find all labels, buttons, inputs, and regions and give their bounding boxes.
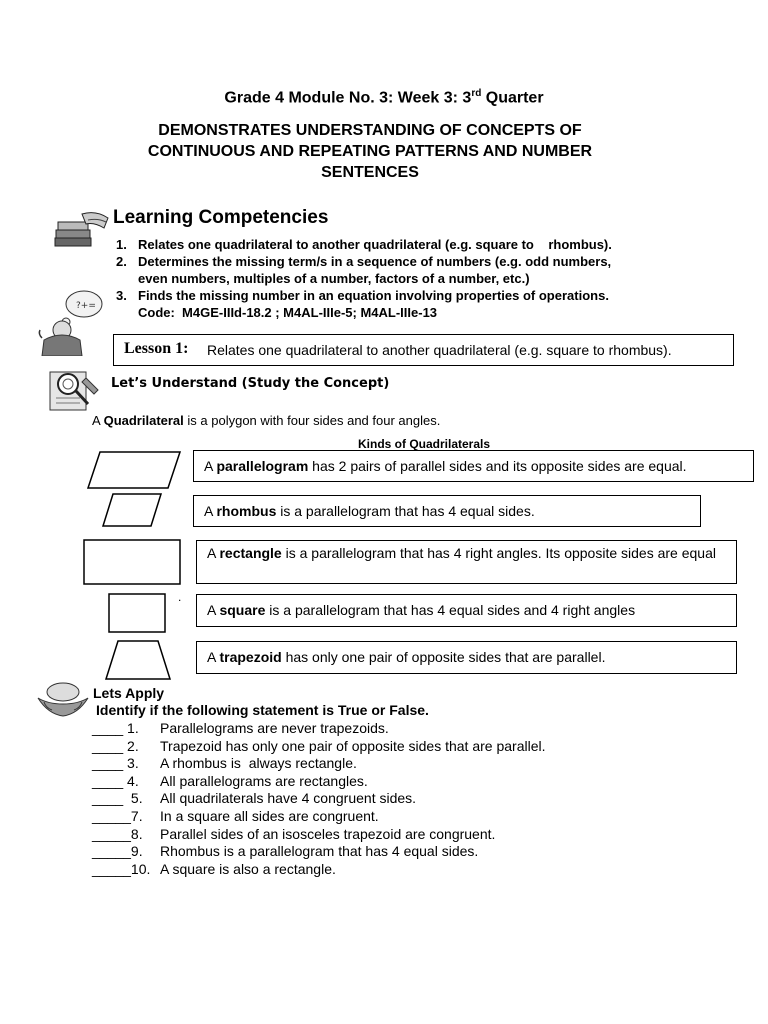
hands-icon [34,678,92,720]
item-blank[interactable]: _____8. [92,825,143,842]
books-icon [52,208,110,248]
competencies-list [116,236,676,321]
magnifier-icon [46,368,104,412]
definition-article: A [204,458,217,474]
competency-text: even numbers, multiples of a number, factors of a number, etc.) [138,271,530,286]
definition-term: rhombus [216,503,277,519]
grade-line-text: Grade 4 Module No. 3: Week 3: 3 [224,89,472,107]
competency-item [116,253,676,287]
main-title [90,120,650,183]
item-statement: All parallelograms are rectangles. [160,772,368,789]
lesson-label: Lesson 1: [124,340,189,357]
thinking-student-icon [36,286,116,356]
item-blank[interactable]: ____ 3. [92,755,139,772]
square-definition-box [196,594,737,627]
definition-text: has 2 pairs of parallel sides and its opposite sides are equal. [308,458,687,474]
list-item [92,826,546,844]
list-item [92,808,546,826]
item-statement: Parallelograms are never trapezoids. [160,720,389,736]
main-title-line-3: SENTENCES [321,164,419,181]
item-statement: A rhombus is always rectangle. [160,755,357,772]
competency-number: 2. [116,254,127,269]
definition-text: is a parallelogram that has 4 equal sides and 4 right angles [265,602,636,618]
list-item [92,790,546,808]
main-title-line-2: CONTINUOUS AND REPEATING PATTERNS AND NUMBER [147,143,593,160]
competency-code: Code: M4GE-IIId-18.2 ; M4AL-IIIe-5; M4AL-IIIe-13 [138,305,438,320]
square-shape [108,593,166,633]
definition-term: rectangle [219,545,282,561]
item-blank[interactable]: _____7. [92,807,143,824]
trapezoid-shape [104,639,172,681]
definition-text: is a polygon with four sides and four angles. [183,413,441,428]
svg-text:?+=: ?+= [76,301,96,311]
lesson-text: Relates one quadrilateral to another quadrilateral (e.g. square to rhombus). [207,342,672,358]
lesson-box [113,334,734,366]
item-blank[interactable]: _____9. [92,843,143,860]
item-blank[interactable]: ____ 1. [92,720,139,736]
rectangle-definition-box [196,540,737,584]
item-statement: In a square all sides are congruent. [160,807,379,824]
item-statement: All quadrilaterals have 4 congruent sides. [160,790,417,807]
item-blank[interactable]: ____ 2. [92,737,139,754]
grade-line [0,88,768,107]
apply-instruction: Identify if the following statement is True or False. [96,702,429,718]
parallelogram-shape [86,450,182,490]
competencies-heading: Learning Competencies [113,207,329,228]
kinds-title: Kinds of Quadrilaterals [358,437,491,451]
stray-dot: . [178,590,182,604]
list-item [92,755,546,773]
definition-term: square [219,602,266,618]
list-item [92,861,546,879]
list-item [92,738,546,756]
grade-line-sup: rd [471,88,482,99]
definition-text: is a parallelogram that has 4 right angles. Its opposite sides are equal [281,545,716,561]
definition-text: has only one pair of opposite sides that are parallel. [281,649,606,665]
definition-article: A [207,602,220,618]
competency-number: 1. [116,237,127,252]
definition-term: Quadrilateral [103,413,184,428]
definition-article: A [207,649,220,665]
list-item [92,843,546,861]
item-statement: Parallel sides of an isosceles trapezoid are congruent. [160,825,496,842]
competency-number: 3. [116,288,127,303]
competency-text: Determines the missing term/s in a sequence of numbers (e.g. odd numbers, [138,254,612,269]
competency-item [116,287,676,304]
item-blank[interactable]: _____10. [92,860,151,877]
item-statement: Trapezoid has only one pair of opposite sides that are parallel. [160,737,546,754]
definition-prefix: A [92,413,104,428]
definition-article: A [207,545,220,561]
definition-term: trapezoid [219,649,282,665]
list-item [92,720,546,738]
grade-line-quarter: Quarter [481,89,544,107]
true-false-list [92,720,546,878]
understand-heading: Let’s Understand (Study the Concept) [111,376,390,391]
definition-text: is a parallelogram that has 4 equal sides. [276,503,535,519]
list-item [92,773,546,791]
definition-term: parallelogram [216,458,309,474]
item-blank[interactable]: ____ 5. [92,790,143,807]
item-statement: A square is also a rectangle. [160,860,336,877]
quadrilateral-definition [92,413,440,428]
trapezoid-definition-box [196,641,737,674]
rhombus-definition-box [193,495,701,527]
main-title-line-1: DEMONSTRATES UNDERSTANDING OF CONCEPTS OF [158,122,582,139]
rectangle-shape [83,539,181,585]
rhombus-shape [101,492,163,528]
competency-text: Relates one quadrilateral to another quadrilateral (e.g. square to rhombus). [138,237,612,252]
competency-item [116,236,676,253]
competency-text: Finds the missing number in an equation involving properties of operations. [138,288,609,303]
apply-title: Lets Apply [93,685,165,701]
item-statement: Rhombus is a parallelogram that has 4 equal sides. [160,843,479,860]
item-blank[interactable]: ____ 4. [92,772,139,789]
parallelogram-definition-box [193,450,754,482]
definition-article: A [204,503,217,519]
